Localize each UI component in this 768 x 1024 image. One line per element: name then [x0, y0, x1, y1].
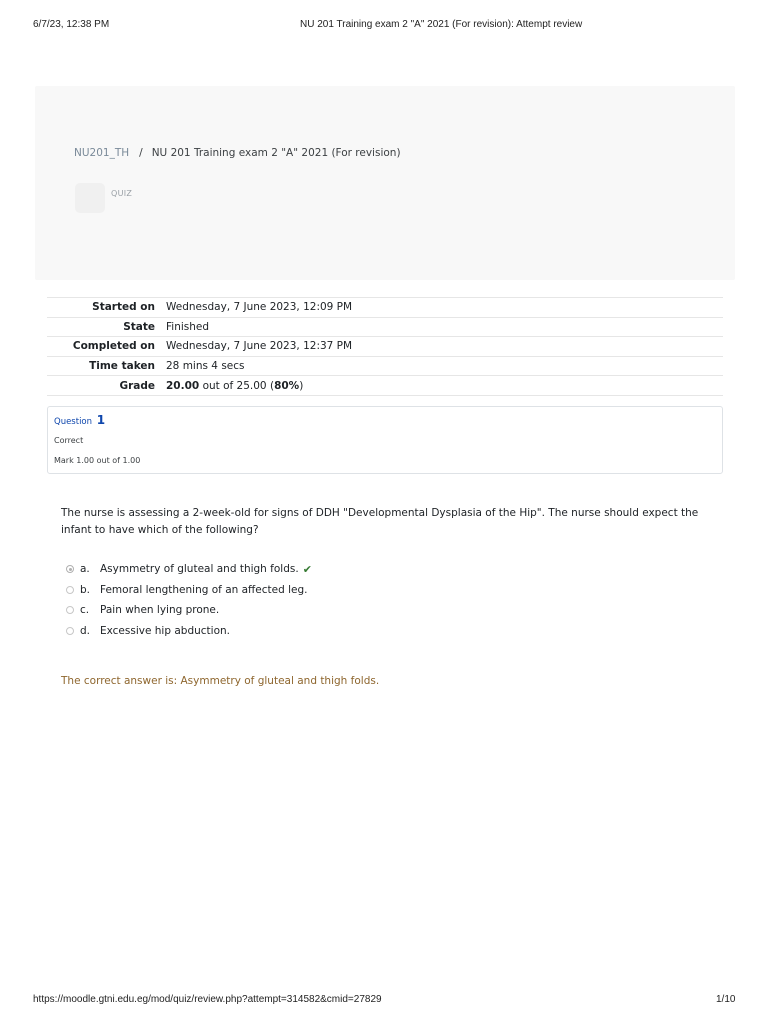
question-state: Correct	[54, 436, 84, 445]
answer-text: Pain when lying prone.	[100, 604, 220, 617]
breadcrumb-separator: /	[139, 147, 143, 159]
page-header-banner	[35, 86, 735, 280]
summary-row-completed	[47, 337, 723, 357]
answer-radio[interactable]	[66, 627, 74, 635]
answer-radio[interactable]	[66, 606, 74, 614]
answer-letter: a.	[80, 563, 90, 576]
grade-out-of: out of 25.00	[202, 379, 267, 392]
answer-radio[interactable]	[66, 586, 74, 594]
answer-text: Asymmetry of gluteal and thigh folds.	[100, 563, 299, 576]
answer-letter: d.	[80, 624, 91, 637]
answer-radio[interactable]	[66, 565, 74, 573]
question-number-value: 1	[96, 413, 106, 427]
print-header	[0, 19, 768, 33]
summary-label: State	[47, 317, 166, 337]
breadcrumb	[74, 147, 401, 159]
activity-type-label: QUIZ	[111, 189, 133, 198]
question-info-box	[47, 406, 723, 474]
answer-list	[66, 559, 312, 641]
grade-percent: 80%	[274, 379, 300, 392]
summary-row-grade	[47, 376, 723, 396]
question-label: Question	[54, 417, 93, 427]
summary-grade-value: 20.00 out of 25.00 (80%)	[166, 376, 723, 396]
question-text: The nurse is assessing a 2-week-old for signs of DDH "Developmental Dysplasia of the Hip". The nurse should expect the infant to have which of the following?	[61, 507, 699, 536]
breadcrumb-course-link[interactable]: NU201_TH	[74, 147, 130, 159]
summary-value: Wednesday, 7 June 2023, 12:37 PM	[166, 337, 723, 357]
attempt-summary-table	[47, 297, 723, 396]
question-mark: Mark 1.00 out of 1.00	[54, 456, 141, 465]
summary-label: Grade	[47, 376, 166, 396]
answer-text: Excessive hip abduction.	[100, 624, 230, 637]
summary-label: Time taken	[47, 356, 166, 376]
answer-option-d	[66, 621, 312, 642]
summary-row-state	[47, 317, 723, 337]
summary-label: Started on	[47, 298, 166, 318]
check-icon: ✔	[302, 562, 312, 576]
answer-letter: b.	[80, 583, 91, 596]
answer-text: Femoral lengthening of an affected leg.	[100, 583, 308, 596]
summary-row-time	[47, 356, 723, 376]
quiz-icon	[75, 183, 105, 213]
breadcrumb-quiz-link[interactable]: NU 201 Training exam 2 "A" 2021 (For revision)	[151, 147, 401, 159]
answer-option-a	[66, 559, 312, 580]
print-date: 6/7/23, 12:38 PM	[33, 19, 110, 30]
question-number	[54, 413, 105, 427]
print-title: NU 201 Training exam 2 "A" 2021 (For revision): Attempt review	[300, 19, 583, 30]
print-page-number: 1/10	[716, 994, 736, 1005]
summary-row-started	[47, 298, 723, 318]
summary-value: Wednesday, 7 June 2023, 12:09 PM	[166, 298, 723, 318]
correct-answer-feedback: The correct answer is: Asymmetry of gluteal and thigh folds.	[61, 675, 380, 687]
summary-value: Finished	[166, 317, 723, 337]
summary-label: Completed on	[47, 337, 166, 357]
print-url: https://moodle.gtni.edu.eg/mod/quiz/review.php?attempt=314582&cmid=27829	[33, 994, 382, 1005]
answer-letter: c.	[80, 604, 90, 617]
answer-option-c	[66, 600, 312, 621]
grade-score: 20.00	[166, 379, 200, 392]
answer-option-b	[66, 580, 312, 601]
print-footer	[0, 994, 768, 1008]
summary-value: 28 mins 4 secs	[166, 356, 723, 376]
